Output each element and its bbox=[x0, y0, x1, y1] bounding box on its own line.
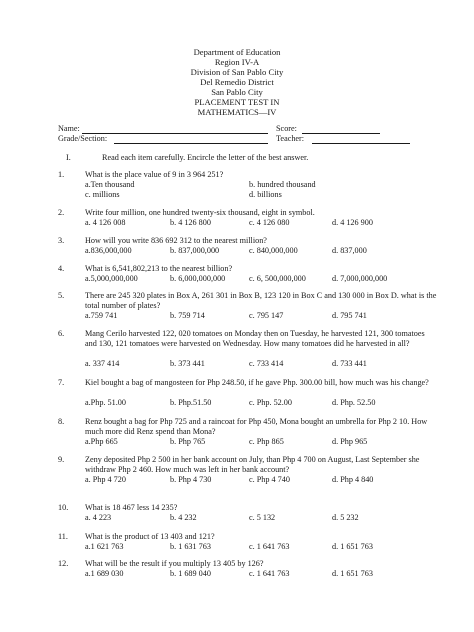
question-number: 11. bbox=[58, 532, 68, 541]
question-number: 9. bbox=[58, 455, 65, 464]
option-d[interactable]: d. billions bbox=[249, 190, 282, 199]
question-number: 6. bbox=[58, 329, 65, 338]
option-c[interactable]: c. 1 641 763 bbox=[249, 542, 290, 551]
question-4 bbox=[58, 264, 438, 274]
option-c[interactable]: c. 5 132 bbox=[249, 513, 276, 522]
option-d[interactable]: d. 733 441 bbox=[332, 359, 367, 368]
question-text: What is 18 467 less 14 235? bbox=[85, 503, 178, 512]
teacher-field[interactable] bbox=[312, 143, 410, 144]
question-11 bbox=[58, 532, 438, 542]
question-number: 12. bbox=[58, 559, 69, 568]
option-c[interactable]: c. 840,000,000 bbox=[249, 246, 298, 255]
option-b[interactable]: b. hundred thousand bbox=[249, 180, 316, 189]
option-d[interactable]: d. 1 651 763 bbox=[332, 569, 373, 578]
name-label: Name: bbox=[58, 124, 80, 133]
option-a[interactable]: a.Php. 51.00 bbox=[85, 398, 126, 407]
question-text: Zeny deposited Php 2 500 in her bank account on July, than Php 4 700 on August, Last September she withdraw Php 2 460. How much was left in her bank account? bbox=[85, 455, 420, 474]
option-b[interactable]: b. Php.51.50 bbox=[170, 398, 212, 407]
question-text: There are 245 320 plates in Box A, 261 301 in Box B, 123 120 in Box C and 130 000 in Box D. what is the total number of plates? bbox=[85, 291, 437, 310]
option-b[interactable]: b. 373 441 bbox=[170, 359, 205, 368]
option-c[interactable]: c. 733 414 bbox=[249, 359, 284, 368]
question-number: 1. bbox=[58, 170, 65, 179]
score-label: Score: bbox=[276, 124, 297, 133]
option-a[interactable]: a.Ten thousand bbox=[85, 180, 135, 189]
question-text: Write four million, one hundred twenty-six thousand, eight in symbol. bbox=[85, 208, 315, 217]
option-c[interactable]: c. 795 147 bbox=[249, 311, 284, 320]
option-a[interactable]: a.Php 665 bbox=[85, 437, 118, 446]
score-field[interactable] bbox=[302, 133, 380, 134]
question-text: What is the product of 13 403 and 121? bbox=[85, 532, 215, 541]
option-a[interactable]: a.759 741 bbox=[85, 311, 118, 320]
question-text: Renz bought a bag for Php 725 and a raincoat for Php 450, Mona bought an umbrella for Php 2 10. How much more did Renz spend than Mona? bbox=[85, 417, 428, 436]
header-division: Division of San Pablo City bbox=[190, 67, 284, 77]
option-d[interactable]: d. Php 4 840 bbox=[332, 475, 374, 484]
header-test-title: PLACEMENT TEST IN bbox=[194, 97, 280, 107]
question-6 bbox=[58, 329, 438, 359]
option-d[interactable]: d. 7,000,000,000 bbox=[332, 274, 388, 283]
question-3 bbox=[58, 236, 438, 246]
option-a[interactable]: a. 337 414 bbox=[85, 359, 120, 368]
question-number: 10. bbox=[58, 503, 69, 512]
option-b[interactable]: b. 1 631 763 bbox=[170, 542, 211, 551]
option-b[interactable]: b. 837,000,000 bbox=[170, 246, 220, 255]
option-d[interactable]: d. 1 651 763 bbox=[332, 542, 373, 551]
option-b[interactable]: b. 759 714 bbox=[170, 311, 205, 320]
question-text: What is the place value of 9 in 3 964 251? bbox=[85, 170, 224, 179]
option-d[interactable]: d. 4 126 900 bbox=[332, 218, 373, 227]
question-number: 8. bbox=[58, 417, 65, 426]
header-department: Department of Education bbox=[193, 47, 281, 57]
option-d[interactable]: d. Php. 52.50 bbox=[332, 398, 376, 407]
teacher-label: Teacher: bbox=[276, 134, 305, 143]
option-c[interactable]: c. Php 865 bbox=[249, 437, 284, 446]
question-12 bbox=[58, 559, 438, 569]
option-a[interactable]: a. 4 223 bbox=[85, 513, 112, 522]
question-text: Mang Cerilo harvested 122, 020 tomatoes on Monday then on Tuesday, he harvested 121, 300 tomatoes and 130, 121 tomatoes were harvested on Wednesday. How many tomatoes did he harvested in all? bbox=[85, 329, 425, 348]
option-b[interactable]: b. 1 689 040 bbox=[170, 569, 211, 578]
question-2 bbox=[58, 208, 438, 218]
option-d[interactable]: d. 837,000 bbox=[332, 246, 367, 255]
question-7 bbox=[58, 378, 438, 398]
option-b[interactable]: b. 4 232 bbox=[170, 513, 197, 522]
option-c[interactable]: c. Php 4 740 bbox=[249, 475, 290, 484]
option-c[interactable]: c. 1 641 763 bbox=[249, 569, 290, 578]
question-text: How will you write 836 692 312 to the nearest million? bbox=[85, 236, 267, 245]
option-a[interactable]: a. Php 4 720 bbox=[85, 475, 126, 484]
question-number: 3. bbox=[58, 236, 65, 245]
option-b[interactable]: b. Php 765 bbox=[170, 437, 206, 446]
option-b[interactable]: b. 6,000,000,000 bbox=[170, 274, 226, 283]
option-a[interactable]: a. 4 126 008 bbox=[85, 218, 126, 227]
question-number: 7. bbox=[58, 378, 65, 387]
instruction-text: Read each item carefully. Encircle the letter of the best answer. bbox=[102, 153, 309, 162]
option-c[interactable]: c. millions bbox=[85, 190, 120, 199]
question-number: 2. bbox=[58, 208, 65, 217]
question-text: Kiel bought a bag of mangosteen for Php 248.50, if he gave Php. 300.00 bill, how much was his change? bbox=[85, 378, 429, 387]
section-number: I. bbox=[66, 153, 71, 162]
name-field[interactable] bbox=[82, 133, 268, 134]
header-subject: MATHEMATICS—IV bbox=[197, 107, 277, 117]
grade-section-field[interactable] bbox=[114, 143, 268, 144]
option-d[interactable]: d. 5 232 bbox=[332, 513, 359, 522]
question-9 bbox=[58, 455, 438, 475]
option-c[interactable]: c. Php. 52.00 bbox=[249, 398, 292, 407]
option-a[interactable]: a.1 621 763 bbox=[85, 542, 124, 551]
question-text: What is 6,541,802,213 to the nearest billion? bbox=[85, 264, 233, 273]
question-8 bbox=[58, 417, 438, 437]
question-text: What will be the result if you multiply 13 405 by 126? bbox=[85, 559, 264, 568]
option-b[interactable]: b. Php 4 730 bbox=[170, 475, 212, 484]
question-10 bbox=[58, 503, 438, 513]
option-b[interactable]: b. 4 126 800 bbox=[170, 218, 211, 227]
option-c[interactable]: c. 4 126 080 bbox=[249, 218, 290, 227]
option-d[interactable]: d. 795 741 bbox=[332, 311, 367, 320]
header-region: Region IV-A bbox=[214, 57, 260, 67]
option-a[interactable]: a.5,000,000,000 bbox=[85, 274, 138, 283]
question-5 bbox=[58, 291, 438, 311]
question-number: 4. bbox=[58, 264, 65, 273]
option-a[interactable]: a.1 689 030 bbox=[85, 569, 124, 578]
option-a[interactable]: a.836,000,000 bbox=[85, 246, 132, 255]
question-number: 5. bbox=[58, 291, 65, 300]
header-city: San Pablo City bbox=[211, 87, 263, 97]
option-c[interactable]: c. 6, 500,000,000 bbox=[249, 274, 306, 283]
question-1 bbox=[58, 170, 438, 180]
grade-section-label: Grade/Section: bbox=[58, 134, 108, 143]
option-d[interactable]: d. Php 965 bbox=[332, 437, 368, 446]
header-district: Del Remedio District bbox=[200, 77, 274, 87]
